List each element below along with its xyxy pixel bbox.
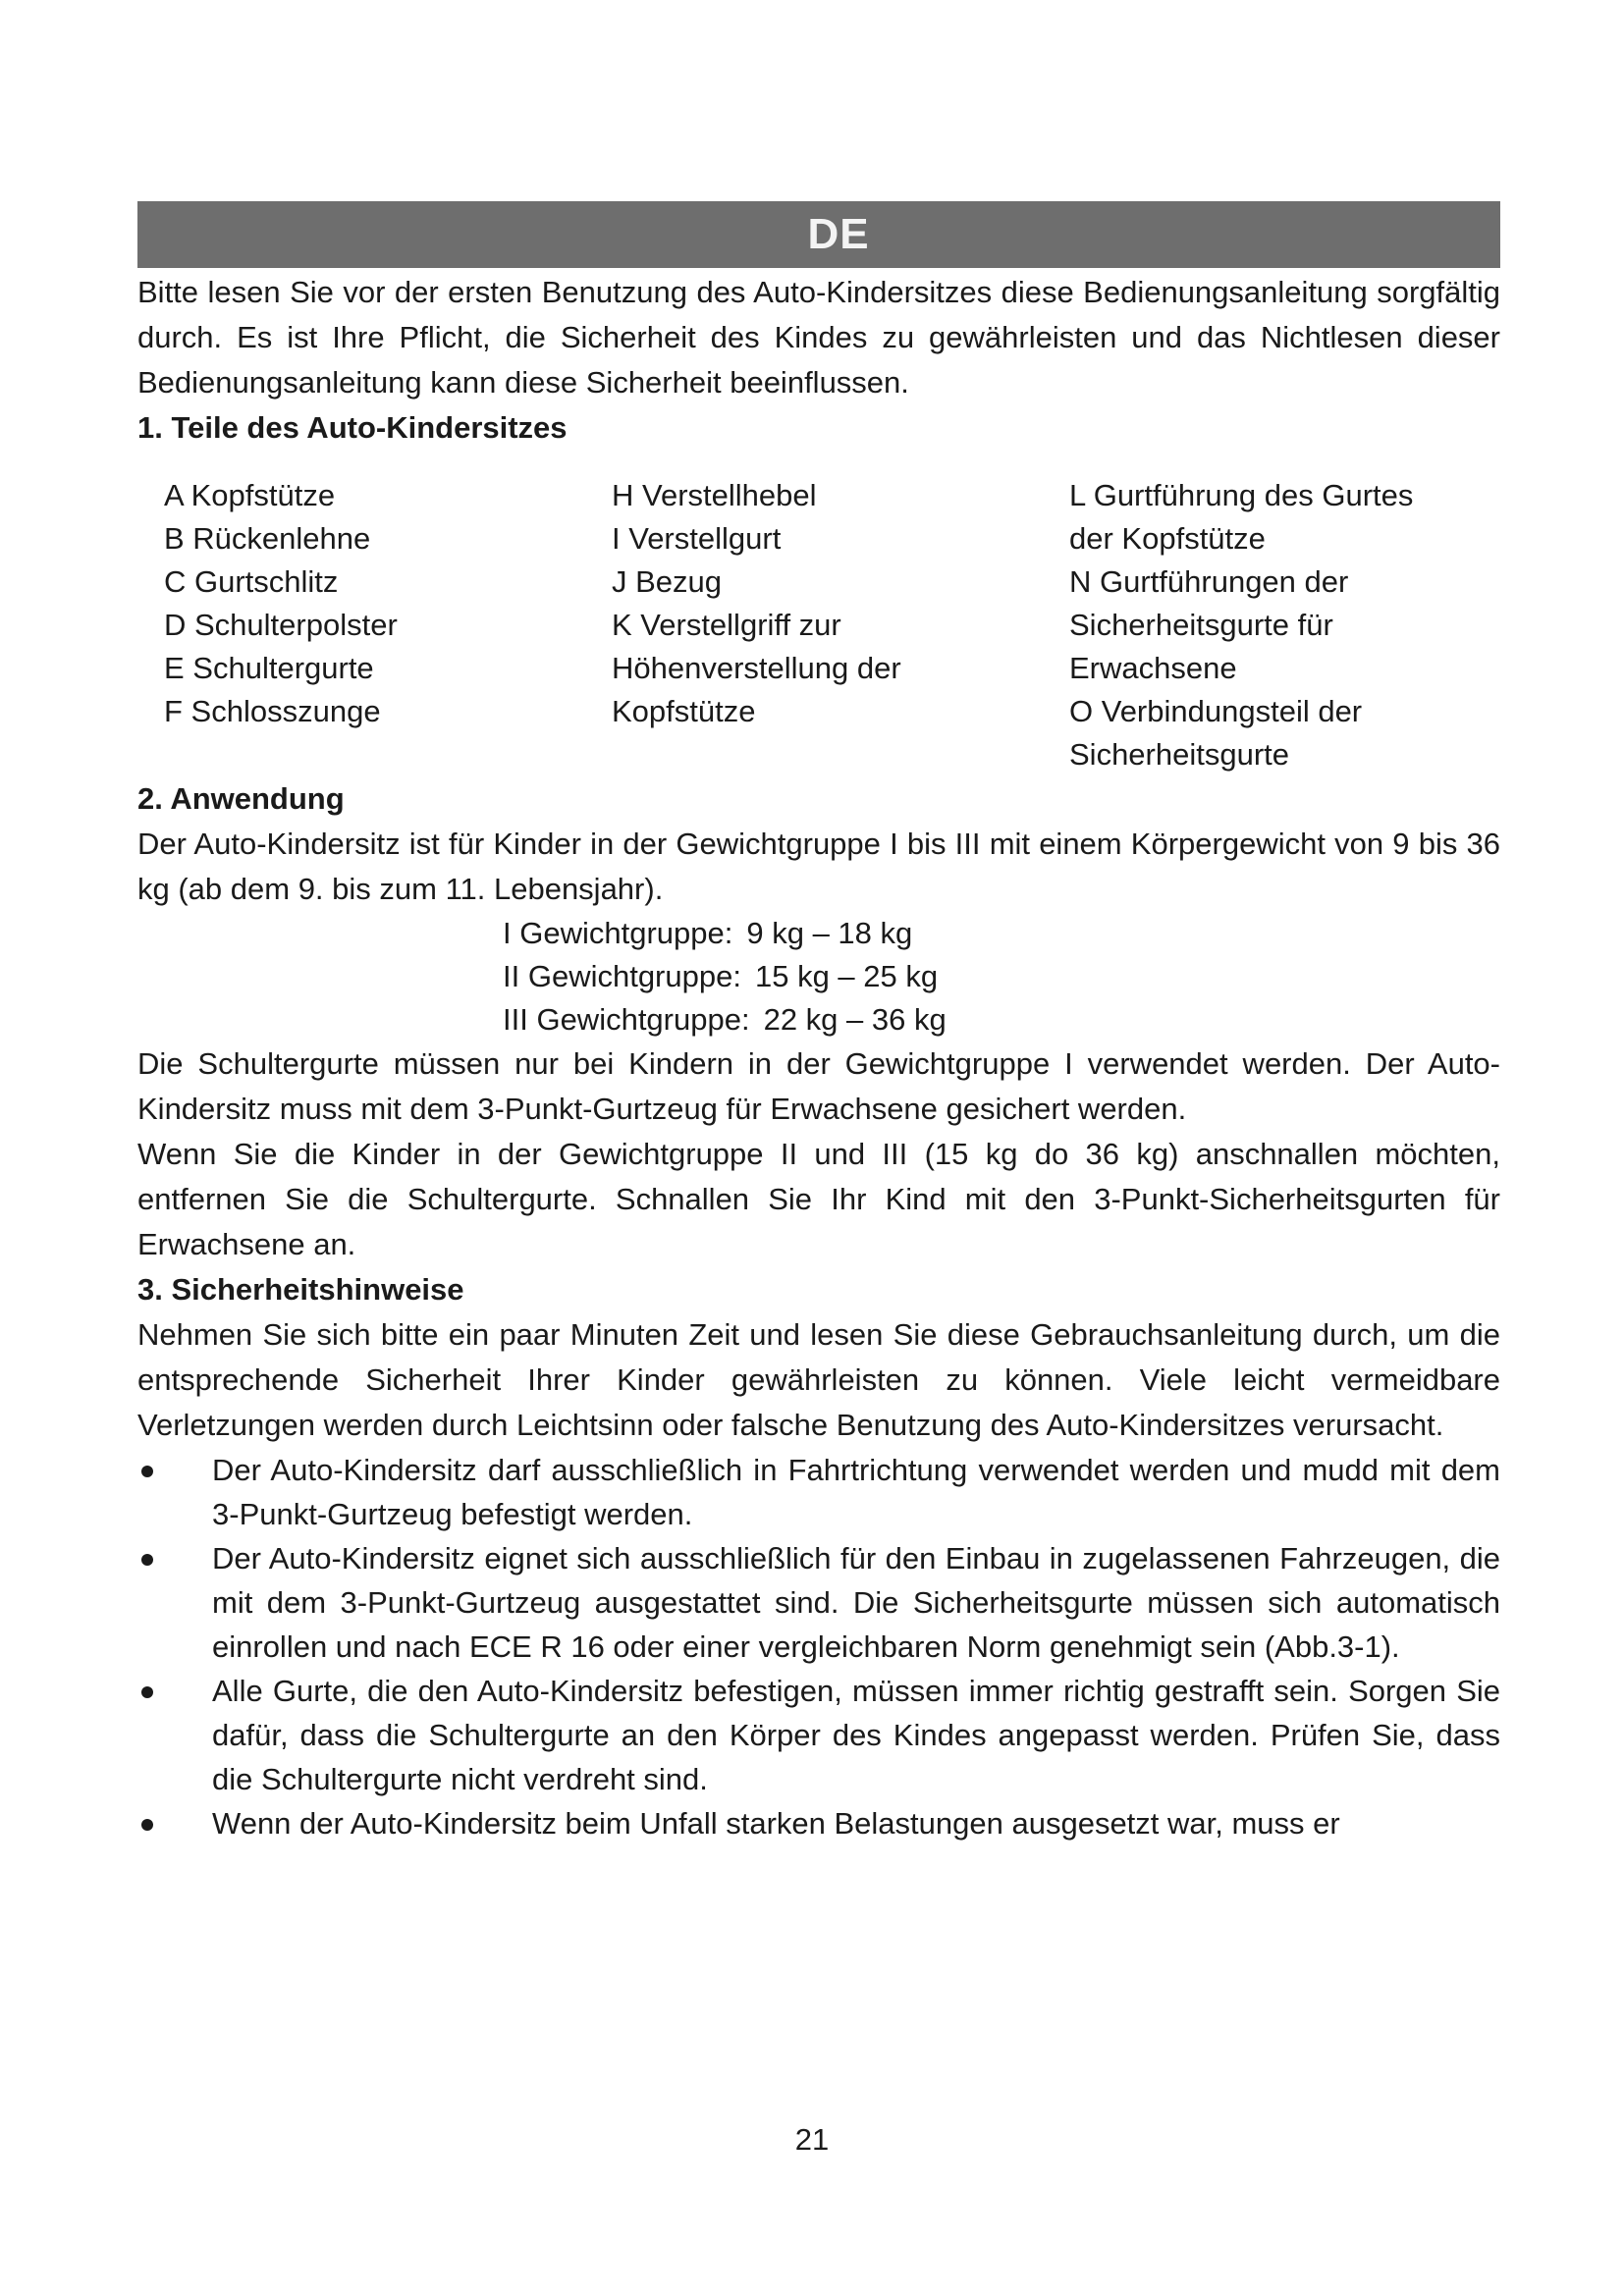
safety-bullet-text: Der Auto-Kindersitz darf ausschließlich in Fahrtrichtung verwendet werden und mudd mit dem 3-Punkt-Gurtzeug befestigt werden. <box>212 1453 1500 1531</box>
page-number: 21 <box>794 2122 830 2157</box>
weight-groups <box>137 912 1500 1041</box>
bullet-dot-icon <box>141 1466 153 1477</box>
part-item: L Gurtführung des Gurtes <box>1069 478 1414 512</box>
part-item: A Kopfstütze <box>164 478 336 512</box>
section2-title: 2. Anwendung <box>137 781 345 816</box>
part-item: J Bezug <box>612 564 723 599</box>
weight-group-label: II Gewichtgruppe: <box>503 959 741 993</box>
bullet-dot-icon <box>141 1686 153 1698</box>
safety-bullet <box>137 1801 1500 1845</box>
weight-group-row <box>503 955 1500 998</box>
weight-group-row <box>503 912 1500 955</box>
part-item: H Verstellhebel <box>612 478 817 512</box>
weight-group-range: 9 kg – 18 kg <box>746 916 913 950</box>
manual-page <box>137 201 1500 1845</box>
language-header-bar <box>137 201 1500 268</box>
language-code: DE <box>807 210 870 258</box>
part-item: E Schultergurte <box>164 651 374 685</box>
section2-text-3: Wenn Sie die Kinder in der Gewichtgruppe II und III (15 kg do 36 kg) anschnallen möchten, entfernen Sie die Schultergurte. Schnallen Sie Ihr Kind mit den 3-Punkt-Sicherheitsgurten für Erwachsene an. <box>137 1137 1500 1261</box>
part-item: O Verbindungsteil der <box>1069 694 1363 728</box>
parts-list <box>137 474 1500 776</box>
safety-bullet-list <box>137 1448 1500 1845</box>
parts-column-2 <box>612 474 1069 776</box>
part-item: Kopfstütze <box>612 694 756 728</box>
weight-group-label: I Gewichtgruppe: <box>503 916 733 950</box>
part-item: B Rückenlehne <box>164 521 371 556</box>
part-item: Sicherheitsgurte für <box>1069 608 1333 642</box>
section3-text: Nehmen Sie sich bitte ein paar Minuten Zeit und lesen Sie diese Gebrauchsanleitung durch, um die entsprechende Sicherheit Ihrer Kinder gewährleisten zu können. Viele leicht vermeidbare Verletzungen werden durch Leichtsinn oder falsche Benutzung des Auto-Kindersitzes verursacht. <box>137 1317 1500 1442</box>
intro-paragraph: Bitte lesen Sie vor der ersten Benutzung des Auto-Kindersitzes diese Bedienungsanleitung sorgfältig durch. Es ist Ihre Pflicht, die Sicherheit des Kindes zu gewährleisten und das Nichtlesen dieser Bedienungsanleitung kann diese Sicherheit beeinflussen. <box>137 275 1500 400</box>
section2-text-1: Der Auto-Kindersitz ist für Kinder in der Gewichtgruppe I bis III mit einem Körpergewicht von 9 bis 36 kg (ab dem 9. bis zum 11. Lebensjahr). <box>137 827 1500 906</box>
section2-text-2: Die Schultergurte müssen nur bei Kindern in der Gewichtgruppe I verwendet werden. Der Auto-Kindersitz muss mit dem 3-Punkt-Gurtzeug für Erwachsene gesichert werden. <box>137 1046 1500 1126</box>
parts-column-3 <box>1069 474 1501 776</box>
weight-group-row <box>503 998 1500 1041</box>
weight-group-label: III Gewichtgruppe: <box>503 1002 750 1037</box>
safety-bullet-text: Der Auto-Kindersitz eignet sich ausschließlich für den Einbau in zugelassenen Fahrzeugen, die mit dem 3-Punkt-Gurtzeug ausgestattet sind. Die Sicherheitsgurte müssen sich automatisch einrollen und nach ECE R 16 oder einer vergleichbaren Norm genehmigt sein (Abb.3-1). <box>212 1541 1500 1664</box>
part-item: der Kopfstütze <box>1069 521 1266 556</box>
bullet-dot-icon <box>141 1819 153 1831</box>
safety-bullet <box>137 1448 1500 1536</box>
part-item: N Gurtführungen der <box>1069 564 1349 599</box>
safety-bullet-text: Alle Gurte, die den Auto-Kindersitz befestigen, müssen immer richtig gestrafft sein. Sorgen Sie dafür, dass die Schultergurte an den Körper des Kindes angepasst werden. Prüfen Sie, dass die Schultergurte nicht verdreht sind. <box>212 1674 1500 1796</box>
section1-title: 1. Teile des Auto-Kindersitzes <box>137 410 568 445</box>
bullet-dot-icon <box>141 1554 153 1566</box>
part-item: K Verstellgriff zur <box>612 608 841 642</box>
safety-bullet <box>137 1536 1500 1669</box>
safety-bullet <box>137 1669 1500 1801</box>
parts-column-1 <box>164 474 612 776</box>
part-item: C Gurtschlitz <box>164 564 339 599</box>
part-item: I Verstellgurt <box>612 521 782 556</box>
weight-group-range: 22 kg – 36 kg <box>763 1002 947 1037</box>
section3-title: 3. Sicherheitshinweise <box>137 1272 464 1307</box>
part-item: Höhenverstellung der <box>612 651 901 685</box>
safety-bullet-text: Wenn der Auto-Kindersitz beim Unfall starken Belastungen ausgesetzt war, muss er <box>212 1806 1340 1841</box>
part-item: Sicherheitsgurte <box>1069 737 1290 772</box>
part-item: F Schlosszunge <box>164 694 381 728</box>
part-item: Erwachsene <box>1069 651 1237 685</box>
part-item: D Schulterpolster <box>164 608 398 642</box>
weight-group-range: 15 kg – 25 kg <box>754 959 939 993</box>
